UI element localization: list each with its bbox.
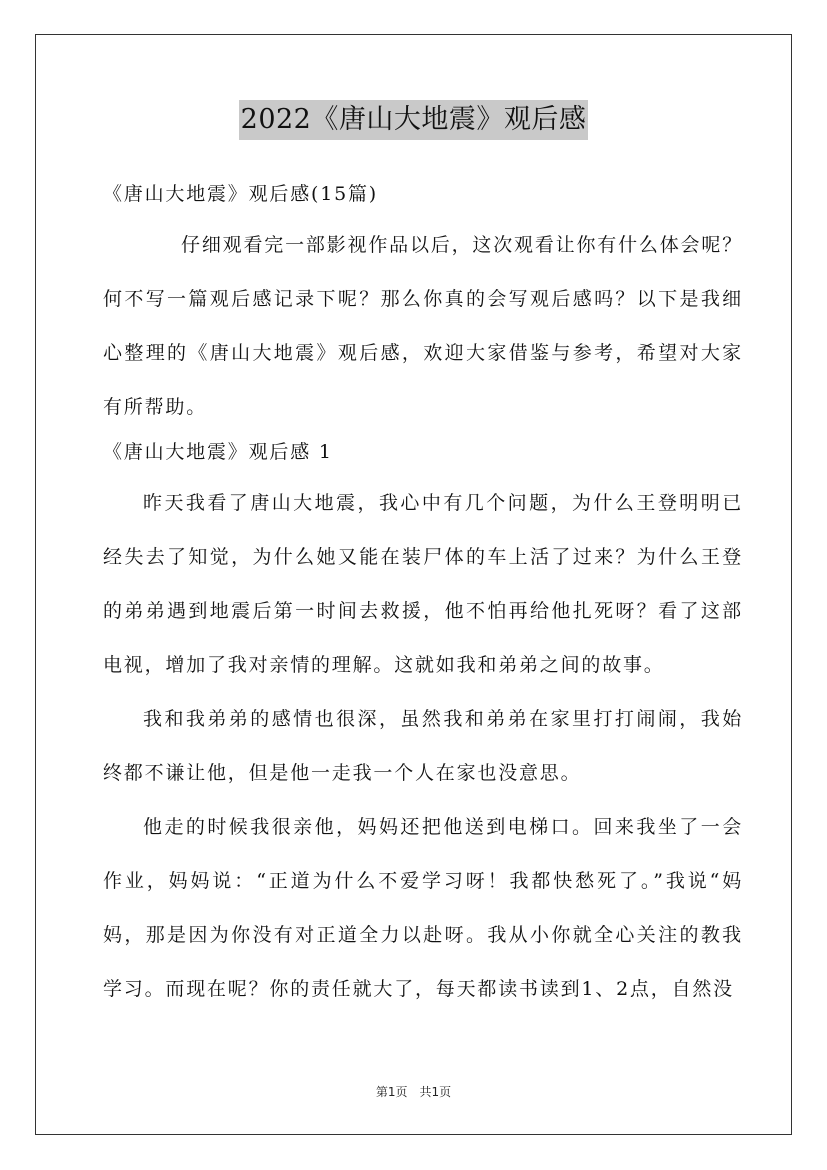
body-paragraph: 我和我弟弟的感情也很深，虽然我和弟弟在家里打打闹闹，我始终都不谦让他，但是他一走我一个人在家也没意思。 (103, 708, 743, 784)
document-title: 2022《唐山大地震》观后感 (239, 100, 589, 140)
section-heading: 《唐山大地震》观后感 1 (103, 441, 333, 463)
intro-paragraph: 仔细观看完一部影视作品以后，这次观看让你有什么体会呢？何不写一篇观后感记录下呢？那么你真的会写观后感吗？以下是我细心整理的《唐山大地震》观后感，欢迎大家借鉴与参考，希望对大家有所帮助。 (103, 234, 743, 418)
body-paragraph: 昨天我看了唐山大地震，我心中有几个问题，为什么王登明明已经失去了知觉，为什么她又能在装尸体的车上活了过来？为什么王登的弟弟遇到地震后第一时间去救援，他不怕再给他扎死呀？看了这部电视，增加了我对亲情的理解。这就如我和弟弟之间的故事。 (103, 492, 743, 676)
body-paragraph: 他走的时候我很亲他，妈妈还把他送到电梯口。回来我坐了一会作业，妈妈说：“正道为什么不爱学习呀！我都快愁死了。”我说“妈妈，那是因为你没有对正道全力以赴呀。我从小你就全心关注的教我学习。而现在呢？你的责任就大了，每天都读书读到1、2点，自然没 (103, 816, 743, 1000)
page-footer (0, 1083, 827, 1100)
document-body (103, 176, 743, 1016)
page-number-label: 第1页 共1页 (375, 1085, 452, 1099)
document-subtitle: 《唐山大地震》观后感(15篇) (103, 183, 379, 205)
title-container (0, 100, 827, 140)
